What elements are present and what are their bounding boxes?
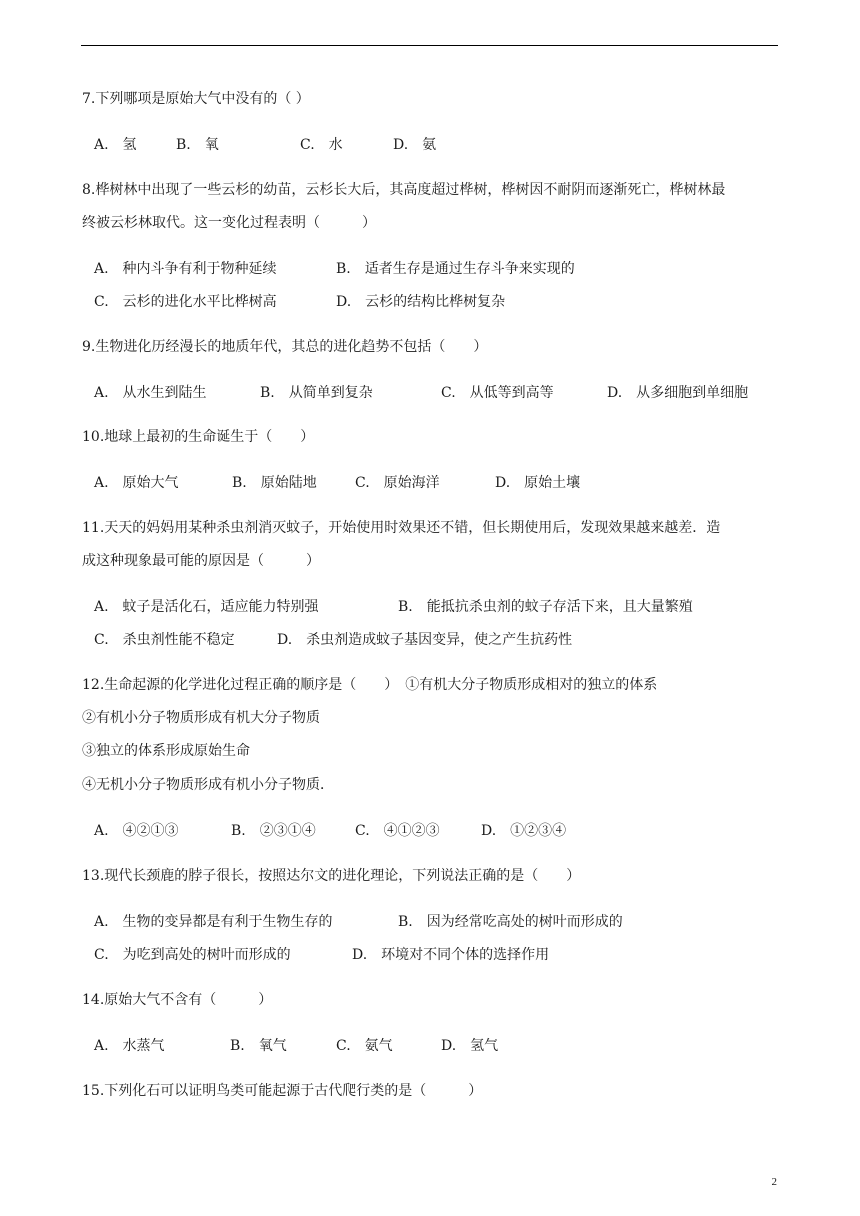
question-13-stem: 13.现代长颈鹿的脖子很长，按照达尔文的进化理论，下列说法正确的是（ ）: [82, 868, 581, 884]
q14-option-b: B. 氧气: [230, 1038, 287, 1054]
question-8-stem-line2: 终被云杉林取代。这一变化过程表明（ ）: [82, 215, 376, 231]
q7-option-b: B. 氧: [176, 137, 219, 153]
q11-option-b: B. 能抵抗杀虫剂的蚊子存活下来，且大量繁殖: [398, 599, 693, 615]
question-11-stem-line2: 成这种现象最可能的原因是（ ）: [82, 553, 320, 569]
question-10-stem: 10.地球上最初的生命诞生于（ ）: [82, 429, 315, 445]
q11-option-a: A. 蚊子是活化石，适应能力特别强: [94, 599, 319, 615]
q7-option-d: D. 氨: [393, 137, 437, 153]
q12-option-d: D. ①②③④: [481, 823, 567, 839]
question-12-stem: 12.生命起源的化学进化过程正确的顺序是（ ） ①有机大分子物质形成相对的独立的体系: [82, 677, 658, 693]
q9-option-c: C. 从低等到高等: [441, 385, 554, 401]
q9-option-a: A. 从水生到陆生: [94, 385, 207, 401]
q7-option-a: A. 氢: [94, 137, 137, 153]
q12-option-c: C. ④①②③: [355, 823, 440, 839]
question-14-stem: 14.原始大气不含有（ ）: [82, 992, 273, 1008]
question-12-line3: ③独立的体系形成原始生命: [82, 743, 250, 759]
question-7-stem: 7.下列哪项是原始大气中没有的（ ）: [82, 91, 310, 107]
q9-option-d: D. 从多细胞到单细胞: [607, 385, 749, 401]
q12-option-a: A. ④②①③: [94, 823, 179, 839]
question-8-stem-line1: 8.桦树林中出现了一些云杉的幼苗，云杉长大后，其高度超过桦树，桦树因不耐阴而逐渐死亡，桦树林最: [82, 182, 726, 198]
question-15-stem: 15.下列化石可以证明鸟类可能起源于古代爬行类的是（ ）: [82, 1083, 483, 1099]
q10-option-a: A. 原始大气: [94, 475, 179, 491]
q14-option-d: D. 氢气: [441, 1038, 499, 1054]
q13-option-b: B. 因为经常吃高处的树叶而形成的: [398, 914, 623, 930]
q8-option-c: C. 云杉的进化水平比桦树高: [94, 294, 277, 310]
q10-option-c: C. 原始海洋: [355, 475, 440, 491]
q13-option-a: A. 生物的变异都是有利于生物生存的: [94, 914, 333, 930]
q11-option-d: D. 杀虫剂造成蚊子基因变异，使之产生抗药性: [277, 632, 573, 648]
q11-option-c: C. 杀虫剂性能不稳定: [94, 632, 235, 648]
header-rule: [81, 45, 778, 46]
q12-option-b: B. ②③①④: [231, 823, 316, 839]
q13-option-d: D. 环境对不同个体的选择作用: [352, 947, 550, 963]
q9-option-b: B. 从简单到复杂: [260, 385, 373, 401]
question-12-line4: ④无机小分子物质形成有机小分子物质．: [82, 777, 334, 793]
q10-option-b: B. 原始陆地: [232, 475, 317, 491]
q8-option-a: A. 种内斗争有利于物种延续: [94, 261, 277, 277]
question-11-stem-line1: 11.天天的妈妈用某种杀虫剂消灭蚊子，开始使用时效果还不错，但长期使用后，发现效果越来越差．造: [82, 520, 721, 536]
q14-option-c: C. 氨气: [336, 1038, 393, 1054]
q8-option-d: D. 云杉的结构比桦树复杂: [336, 294, 506, 310]
q10-option-d: D. 原始土壤: [495, 475, 581, 491]
question-12-line2: ②有机小分子物质形成有机大分子物质: [82, 710, 320, 726]
q13-option-c: C. 为吃到高处的树叶而形成的: [94, 947, 291, 963]
q7-option-c: C. 水: [300, 137, 343, 153]
q14-option-a: A. 水蒸气: [94, 1038, 165, 1054]
question-9-stem: 9.生物进化历经漫长的地质年代，其总的进化趋势不包括（ ）: [82, 339, 488, 355]
q8-option-b: B. 适者生存是通过生存斗争来实现的: [336, 261, 575, 277]
page-number: 2: [771, 1176, 777, 1188]
